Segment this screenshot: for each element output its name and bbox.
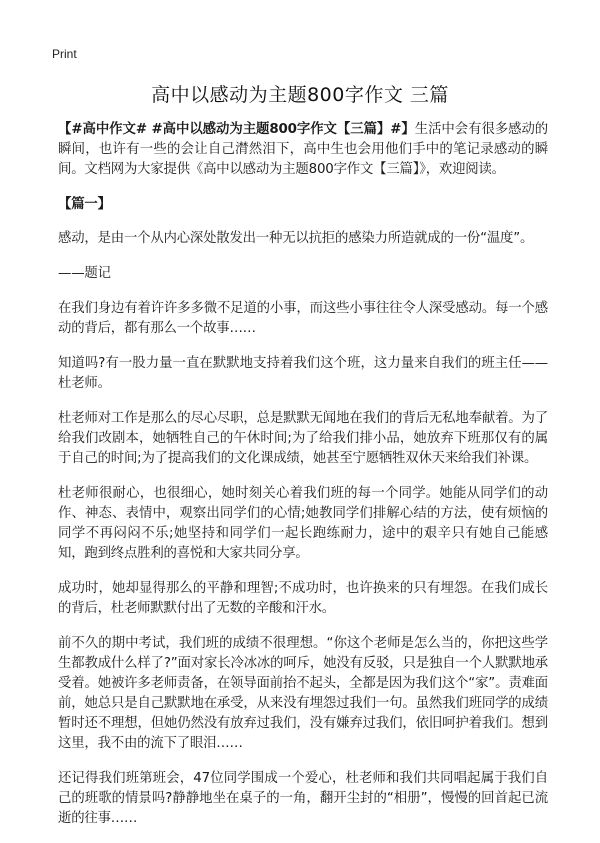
paragraph-3: 在我们身边有着许许多多微不足道的小事，而这些小事往往令人深受感动。每一个感动的背后，都有那么一个故事…… <box>58 301 548 336</box>
print-label: Print <box>52 47 77 61</box>
paragraph-epigraph: ——题记 <box>58 266 111 281</box>
paragraph-6: 杜老师很耐心，也很细心，她时刻关心着我们班的每一个同学。她能从同学们的动作、神态、表情中，观察出同学们的心情;她教同学们排解心结的方法，使有烦恼的同学不再闷闷不乐;她坚持和同学们一起长跑练耐力，途中的艰辛只有她自己能感知，跑到终点胜利的喜悦和大家共同分享。 <box>58 486 548 561</box>
paragraph-4: 知道吗?有一股力量一直在默默地支持着我们这个班，这力量来自我们的班主任——杜老师。 <box>58 356 548 391</box>
paragraph-5: 杜老师对工作是那么的尽心尽职，总是默默无闻地在我们的背后无私地奉献着。为了给我们改剧本，她牺牲自己的午休时间;为了给我们排小品，她放弃下班那仅有的属于自己的时间;为了提高我们的文化课成绩，她甚至宁愿牺牲双休天来给我们补课。 <box>58 411 548 466</box>
intro-paragraph <box>58 120 548 180</box>
paragraph-8: 前不久的期中考试，我们班的成绩不很理想。“你这个老师是怎么当的，你把这些学生都教成什么样了?”面对家长冷冰冰的呵斥，她没有反驳，只是独自一个人默默地承受着。她被许多老师责备，在领导面前抬不起头，全都是因为我们这个“家”。责难面前，她总只是自己默默地在承受，从来没有埋怨过我们一句。虽然我们班同学的成绩暂时还不理想，但她仍然没有放弃过我们，没有嫌弃过我们，依旧呵护着我们。想到这里，我不由的流下了眼泪…… <box>58 636 548 751</box>
article-title: 高中以感动为主题800字作文 三篇 <box>151 84 449 106</box>
section-heading: 【篇一】 <box>58 197 111 212</box>
intro-text: 生活中会有很多感动的瞬间，也许有一些的会让自己潸然泪下，高中生也会用他们手中的笔记录感动的瞬间。文档网为大家提供《高中以感动为主题800字作文【三篇】》，欢迎阅读。 <box>58 122 548 177</box>
paragraph-9: 还记得我们班第班会，47位同学围成一个爱心，杜老师和我们共同唱起属于我们自己的班歌的情景吗?静静地坐在桌子的一角，翻开尘封的“相册”，慢慢的回首起已流逝的往事…… <box>58 771 548 826</box>
paragraph-7: 成功时，她却显得那么的平静和理智;不成功时，也许换来的只有埋怨。在我们成长的背后，杜老师默默付出了无数的辛酸和汗水。 <box>58 581 548 616</box>
intro-tag: 【#高中作文# #高中以感动为主题800字作文【三篇】#】 <box>58 122 415 137</box>
paragraph-1: 感动，是由一个从内心深处散发出一种无以抗拒的感染力所造就成的一份“温度”。 <box>58 231 534 246</box>
article-body <box>58 120 548 843</box>
